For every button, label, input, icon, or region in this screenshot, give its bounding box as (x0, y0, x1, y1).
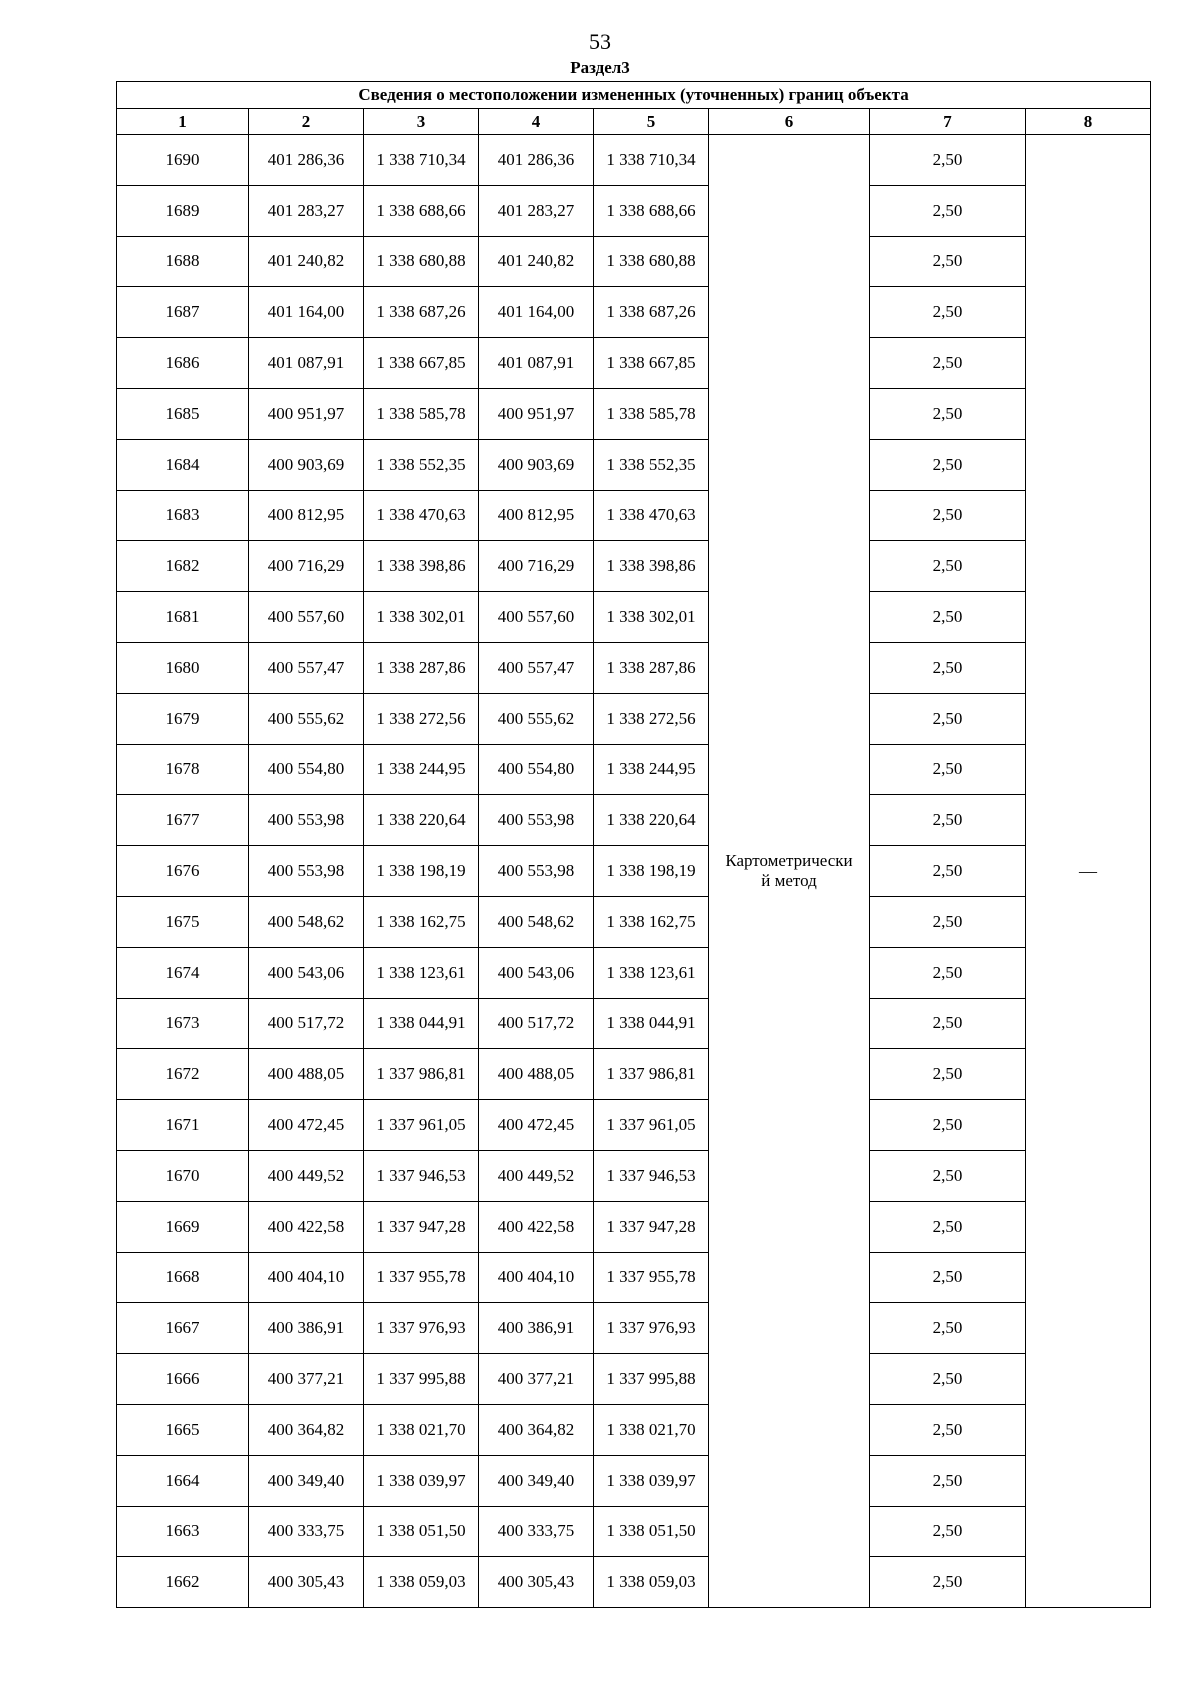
table-cell: 400 377,21 (249, 1354, 364, 1405)
table-row (117, 744, 1151, 795)
table-cell: 1679 (117, 693, 249, 744)
table-cell: 1 338 198,19 (364, 846, 479, 897)
table-cell: 1 338 162,75 (364, 896, 479, 947)
table-cell: 1 337 961,05 (364, 1100, 479, 1151)
table-row (117, 1455, 1151, 1506)
table-cell: 1687 (117, 287, 249, 338)
table-cell: 400 386,91 (249, 1303, 364, 1354)
table-cell: 2,50 (870, 744, 1026, 795)
table-cell: 2,50 (870, 1354, 1026, 1405)
table-cell: 400 553,98 (479, 795, 594, 846)
table-cell: 1682 (117, 541, 249, 592)
table-cell: 400 349,40 (249, 1455, 364, 1506)
table-cell: 400 554,80 (479, 744, 594, 795)
table-cell: 1683 (117, 490, 249, 541)
table-cell: 1 338 220,64 (594, 795, 709, 846)
table-row (117, 896, 1151, 947)
table-cell: 400 812,95 (249, 490, 364, 541)
table-cell: 2,50 (870, 1455, 1026, 1506)
table-cell: 1 338 667,85 (364, 338, 479, 389)
table-cell: 400 472,45 (479, 1100, 594, 1151)
table-cell: 1 337 946,53 (364, 1150, 479, 1201)
table-cell: 400 548,62 (249, 896, 364, 947)
table-cell: 1 338 680,88 (364, 236, 479, 287)
table-cell: 1 338 398,86 (364, 541, 479, 592)
table-cell: 2,50 (870, 185, 1026, 236)
table-cell: 1684 (117, 439, 249, 490)
table-cell: 400 333,75 (249, 1506, 364, 1557)
table-row (117, 439, 1151, 490)
table-cell: 2,50 (870, 1506, 1026, 1557)
table-cell: 400 488,05 (479, 1049, 594, 1100)
table-cell: 1 337 947,28 (364, 1201, 479, 1252)
table-cell: 401 283,27 (249, 185, 364, 236)
table-cell: 1 338 021,70 (364, 1404, 479, 1455)
table-row (117, 135, 1151, 186)
table-cell: 400 404,10 (249, 1252, 364, 1303)
table-cell: 1 338 244,95 (594, 744, 709, 795)
table-cell: 2,50 (870, 1100, 1026, 1151)
table-cell: 1689 (117, 185, 249, 236)
column-header: 7 (870, 109, 1026, 135)
table-cell: 400 404,10 (479, 1252, 594, 1303)
table-cell: 400 951,97 (249, 388, 364, 439)
table-cell: 1 337 947,28 (594, 1201, 709, 1252)
table-cell: 1678 (117, 744, 249, 795)
table-cell: 1 338 039,97 (364, 1455, 479, 1506)
table-cell: 400 349,40 (479, 1455, 594, 1506)
table-row (117, 592, 1151, 643)
table-row (117, 1201, 1151, 1252)
table-cell: 1685 (117, 388, 249, 439)
table-cell: 2,50 (870, 1150, 1026, 1201)
table-cell: 1 338 585,78 (594, 388, 709, 439)
table-cell: 400 812,95 (479, 490, 594, 541)
table-row (117, 287, 1151, 338)
table-cell: 1686 (117, 338, 249, 389)
table-cell: 400 716,29 (479, 541, 594, 592)
table-cell: 401 087,91 (249, 338, 364, 389)
table-row (117, 998, 1151, 1049)
table-cell: 2,50 (870, 287, 1026, 338)
table-cell: 400 554,80 (249, 744, 364, 795)
table-cell: 400 557,47 (249, 642, 364, 693)
column-header: 2 (249, 109, 364, 135)
table-cell: 400 364,82 (479, 1404, 594, 1455)
table-row (117, 693, 1151, 744)
table-cell: 1 337 976,93 (364, 1303, 479, 1354)
table-cell: 1 338 552,35 (364, 439, 479, 490)
table-cell: 1 337 946,53 (594, 1150, 709, 1201)
table-cell: 1 338 039,97 (594, 1455, 709, 1506)
table-cell: 1 338 051,50 (364, 1506, 479, 1557)
table-cell: 400 555,62 (479, 693, 594, 744)
table-cell: 2,50 (870, 693, 1026, 744)
table-cell: 401 286,36 (479, 135, 594, 186)
table-cell: 1671 (117, 1100, 249, 1151)
table-cell: 2,50 (870, 642, 1026, 693)
table-cell: 1 338 287,86 (364, 642, 479, 693)
table-cell: 400 333,75 (479, 1506, 594, 1557)
table-row (117, 1506, 1151, 1557)
table-cell: 400 305,43 (249, 1557, 364, 1608)
table-cell: 401 164,00 (249, 287, 364, 338)
table-cell: 1 337 955,78 (594, 1252, 709, 1303)
table-cell: 400 716,29 (249, 541, 364, 592)
table-cell: 2,50 (870, 947, 1026, 998)
table-cell: 1 338 470,63 (594, 490, 709, 541)
table-cell: 1 338 470,63 (364, 490, 479, 541)
table-cell: 2,50 (870, 1404, 1026, 1455)
table-cell: 1 338 059,03 (364, 1557, 479, 1608)
coordinates-table (116, 81, 1151, 1608)
table-cell: 400 517,72 (479, 998, 594, 1049)
column-8-cell: — (1026, 135, 1151, 1608)
table-row (117, 947, 1151, 998)
table-row (117, 338, 1151, 389)
table-cell: 1 337 995,88 (364, 1354, 479, 1405)
table-cell: 401 087,91 (479, 338, 594, 389)
table-cell: 1 338 552,35 (594, 439, 709, 490)
table-cell: 1681 (117, 592, 249, 643)
table-cell: 1 338 687,26 (594, 287, 709, 338)
table-cell: 2,50 (870, 338, 1026, 389)
table-cell: 401 164,00 (479, 287, 594, 338)
table-cell: 400 517,72 (249, 998, 364, 1049)
table-cell: 2,50 (870, 490, 1026, 541)
table-cell: 400 557,60 (249, 592, 364, 643)
table-cell: 400 449,52 (479, 1150, 594, 1201)
table-cell: 1 338 688,66 (364, 185, 479, 236)
table-cell: 1 338 051,50 (594, 1506, 709, 1557)
table-title: Сведения о местоположении измененных (уточненных) границ объекта (117, 82, 1151, 109)
table-cell: 1677 (117, 795, 249, 846)
table-cell: 1 338 272,56 (594, 693, 709, 744)
table-cell: 400 903,69 (479, 439, 594, 490)
table-cell: 401 240,82 (479, 236, 594, 287)
table-cell: 2,50 (870, 541, 1026, 592)
table-cell: 1 338 302,01 (594, 592, 709, 643)
table-body (117, 135, 1151, 1608)
table-cell: 401 240,82 (249, 236, 364, 287)
table-cell: 400 553,98 (249, 846, 364, 897)
table-cell: 1 338 680,88 (594, 236, 709, 287)
table-row (117, 846, 1151, 897)
table-cell: 1688 (117, 236, 249, 287)
table-row (117, 1404, 1151, 1455)
table-cell: 400 557,60 (479, 592, 594, 643)
table-row (117, 1557, 1151, 1608)
table-cell: 400 555,62 (249, 693, 364, 744)
table-cell: 400 449,52 (249, 1150, 364, 1201)
table-cell: 1 338 162,75 (594, 896, 709, 947)
table-cell: 2,50 (870, 1252, 1026, 1303)
method-cell (709, 135, 870, 1608)
table-cell: 1 338 287,86 (594, 642, 709, 693)
table-cell: 2,50 (870, 236, 1026, 287)
column-header: 5 (594, 109, 709, 135)
table-cell: 400 903,69 (249, 439, 364, 490)
table-cell: 2,50 (870, 439, 1026, 490)
table-cell: 400 488,05 (249, 1049, 364, 1100)
table-cell: 1675 (117, 896, 249, 947)
table-cell: 400 472,45 (249, 1100, 364, 1151)
table-cell: 401 283,27 (479, 185, 594, 236)
table-cell: 400 543,06 (479, 947, 594, 998)
table-cell: 1670 (117, 1150, 249, 1201)
table-cell: 1 338 272,56 (364, 693, 479, 744)
table-cell: 400 553,98 (479, 846, 594, 897)
table-cell: 2,50 (870, 592, 1026, 643)
table-cell: 1674 (117, 947, 249, 998)
table-row (117, 795, 1151, 846)
table-row (117, 236, 1151, 287)
table-row (117, 1150, 1151, 1201)
column-header: 8 (1026, 109, 1151, 135)
table-cell: 1 338 302,01 (364, 592, 479, 643)
table-row (117, 642, 1151, 693)
table-cell: 1 337 976,93 (594, 1303, 709, 1354)
table-cell: 1 338 710,34 (594, 135, 709, 186)
table-cell: 400 951,97 (479, 388, 594, 439)
table-cell: 400 422,58 (479, 1201, 594, 1252)
table-cell: 1665 (117, 1404, 249, 1455)
column-header: 1 (117, 109, 249, 135)
table-cell: 400 543,06 (249, 947, 364, 998)
table-cell: 2,50 (870, 388, 1026, 439)
table-cell: 1664 (117, 1455, 249, 1506)
table-row (117, 185, 1151, 236)
table-cell: 1667 (117, 1303, 249, 1354)
table-cell: 400 364,82 (249, 1404, 364, 1455)
table-row (117, 541, 1151, 592)
table-cell: 2,50 (870, 135, 1026, 186)
table-cell: 2,50 (870, 795, 1026, 846)
table-row (117, 1303, 1151, 1354)
table-cell: 1 338 044,91 (594, 998, 709, 1049)
table-cell: 1 338 044,91 (364, 998, 479, 1049)
table-row (117, 1049, 1151, 1100)
table-cell: 2,50 (870, 1557, 1026, 1608)
table-cell: 400 548,62 (479, 896, 594, 947)
table-cell: 1690 (117, 135, 249, 186)
table-cell: 2,50 (870, 1303, 1026, 1354)
table-cell: 1666 (117, 1354, 249, 1405)
table-cell: 1 338 585,78 (364, 388, 479, 439)
table-cell: 2,50 (870, 846, 1026, 897)
table-cell: 400 557,47 (479, 642, 594, 693)
table-cell: 1 338 667,85 (594, 338, 709, 389)
method-text-line: й метод (761, 871, 817, 891)
table-cell: 400 553,98 (249, 795, 364, 846)
page-number: 53 (589, 29, 611, 54)
table-row (117, 1252, 1151, 1303)
column-header: 6 (709, 109, 870, 135)
table-cell: 1 337 955,78 (364, 1252, 479, 1303)
table-row (117, 1354, 1151, 1405)
table-cell: 401 286,36 (249, 135, 364, 186)
section-label: Раздел3 (570, 58, 630, 77)
table-cell: 1 337 986,81 (594, 1049, 709, 1100)
table-cell: 2,50 (870, 896, 1026, 947)
table-cell: 1 338 220,64 (364, 795, 479, 846)
table-row (117, 388, 1151, 439)
table-cell: 1 337 995,88 (594, 1354, 709, 1405)
table-cell: 1 337 986,81 (364, 1049, 479, 1100)
table-cell: 2,50 (870, 1049, 1026, 1100)
table-cell: 400 305,43 (479, 1557, 594, 1608)
table-cell: 1 338 059,03 (594, 1557, 709, 1608)
table-cell: 400 386,91 (479, 1303, 594, 1354)
table-cell: 1662 (117, 1557, 249, 1608)
table-cell: 400 377,21 (479, 1354, 594, 1405)
column-header: 4 (479, 109, 594, 135)
table-cell: 1 338 123,61 (594, 947, 709, 998)
table-cell: 1680 (117, 642, 249, 693)
table-cell: 1 338 687,26 (364, 287, 479, 338)
table-cell: 1 338 123,61 (364, 947, 479, 998)
table-cell: 1 338 688,66 (594, 185, 709, 236)
table-row (117, 1100, 1151, 1151)
table-cell: 1669 (117, 1201, 249, 1252)
table-cell: 1 338 710,34 (364, 135, 479, 186)
method-text-line: Картометрически (725, 851, 853, 871)
table-cell: 1663 (117, 1506, 249, 1557)
column-header: 3 (364, 109, 479, 135)
table-cell: 1676 (117, 846, 249, 897)
table-cell: 2,50 (870, 998, 1026, 1049)
table-cell: 1673 (117, 998, 249, 1049)
table-cell: 1672 (117, 1049, 249, 1100)
table-cell: 1668 (117, 1252, 249, 1303)
table-row (117, 490, 1151, 541)
table-cell: 1 337 961,05 (594, 1100, 709, 1151)
table-cell: 400 422,58 (249, 1201, 364, 1252)
table-cell: 2,50 (870, 1201, 1026, 1252)
table-cell: 1 338 244,95 (364, 744, 479, 795)
table-cell: 1 338 398,86 (594, 541, 709, 592)
table-cell: 1 338 021,70 (594, 1404, 709, 1455)
table-cell: 1 338 198,19 (594, 846, 709, 897)
